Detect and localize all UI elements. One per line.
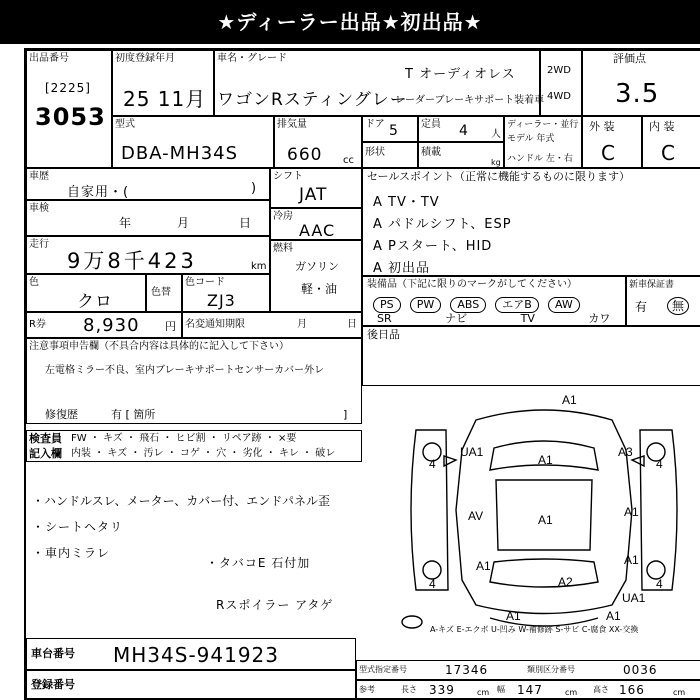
mark-0: A1 [562,393,577,407]
auction-sheet [24,48,700,700]
drive-cell [540,50,582,116]
dealer-label: ディーラー・並行 [507,120,579,130]
mark-14: A2 [558,575,573,589]
length-label: 長さ [401,685,417,694]
load-label: 積載 [421,147,441,158]
category-label: 類別区分番号 [527,665,575,674]
mark-7: A1 [538,513,553,527]
equip-airbag: エアB [495,297,539,313]
warranty-yes: 有 [635,300,648,314]
first-reg-value: 25 11月 [123,87,207,111]
damage-legend: A-キズ E-エクボ U-凹み W-補修跡 S-サビ C-腐食 XX-交換 [430,625,639,634]
exterior-cell [582,116,642,168]
mark-10: 4 [429,577,436,591]
color-cell [26,274,146,312]
model-cell [112,116,274,168]
mark-11: 4 [656,577,663,591]
grade-extra-1: T オーディオレス [405,67,516,82]
mark-16: A1 [606,609,621,623]
remark-1: ・ハンドルスレ、メーター、カバー付、エンドパネル歪 [32,494,330,508]
cc-unit: cc [343,155,354,166]
inspector-label-1: 検査員 [29,432,62,445]
lot-label: 出品番号 [29,53,69,64]
equip-navi: ナビ [445,312,468,325]
equip-ps: PS [373,297,401,313]
drive-2wd: 2WD [547,65,571,76]
ac-cell [270,208,362,240]
equipment-row-2 [377,310,610,326]
equipment-cell [362,276,626,326]
mark-5: 4 [656,457,663,471]
sales-point-2: A パドルシフト、ESP [373,217,512,232]
width-value: 147 [517,683,543,697]
type-designation-label: 型式指定番号 [359,665,407,674]
recycle-cell [26,312,182,338]
yen-unit: 円 [165,320,176,333]
inspector-row-1: FW ・ キズ ・ 飛石 ・ ヒビ割 ・ リペア跡 ・ ×要 [71,433,297,444]
door-label: ドア [365,119,385,130]
car-diagram [386,390,700,630]
width-unit: cm [565,688,578,697]
shift-label: シフト [273,171,303,182]
lot-sub: [2225] [45,81,91,95]
inspector-label-2: 記入欄 [29,447,62,460]
mark-2: A1 [538,453,553,467]
mark-15: A1 [506,609,521,623]
fuel-label: 燃料 [273,243,293,254]
chassis-label: 車台番号 [31,647,75,660]
km-unit: km [251,261,267,272]
car-history-value: 自家用・( [67,185,130,200]
capacity-cell [418,116,504,142]
repair-value: 有 [ 箇所 [111,408,156,421]
rear-day-cell [362,326,700,386]
score-label: 評価点 [613,52,646,65]
height-label: 高さ [593,685,609,694]
equip-aw: AW [548,297,580,313]
drive-4wd: 4WD [547,91,571,102]
ref-label: 参考 [359,685,375,694]
fuel-cell [270,240,362,312]
rear-day-label: 後日品 [367,328,400,341]
equipment-title: 装備品（下記に限りのマークがしてください） [367,279,577,290]
repair-label: 修復歴 [45,408,78,421]
sales-point-1: A TV・TV [373,195,440,210]
color-change-label: 色替 [151,287,171,298]
score-value: 3.5 [615,79,660,109]
type-designation-value: 17346 [445,663,489,677]
inspection-label: 車検 [29,203,49,214]
inspector-cell [26,430,362,462]
lot-number-cell [26,50,112,168]
name-grade-cell [214,50,545,116]
name-grade-label: 車名・グレード [217,53,287,64]
displacement-value: 660 [287,145,323,165]
mark-13: UA1 [622,591,646,605]
remarks-area [26,462,362,634]
sales-point-3: A Pスタート、HID [373,239,493,254]
form-label: 形状 [365,147,385,158]
model-year-label: モデル 年式 [507,134,555,144]
color-label: 色 [29,277,39,288]
sales-point-4: A 初出品 [373,261,431,276]
displacement-label: 排気量 [277,119,307,130]
interior-value: C [661,141,676,165]
name-grade-value: ワゴンRスティングレー [217,90,408,110]
mark-8: A1 [624,505,639,519]
exterior-value: C [601,141,616,165]
ac-label: 冷房 [273,211,293,222]
dealer-cell [504,116,582,168]
exterior-label: 外 装 [589,120,615,133]
inspection-day: 日 [239,216,252,230]
equip-abs: ABS [450,297,486,313]
equip-sr: SR [377,312,392,325]
car-history-label: 車歴 [29,171,49,182]
warranty-no: 無 [667,297,689,315]
first-reg-label: 初度登録年月 [115,53,175,64]
equip-pw: PW [410,297,442,313]
color-code-cell [182,274,270,312]
notes-title: 注意事項申告欄（不具合内容は具体的に記入して下さい） [29,341,289,352]
score-cell [582,50,700,116]
kg-unit: kg [491,158,501,167]
color-value: クロ [77,292,113,312]
door-cell [362,116,418,142]
remark-4: ・タバコE 石付加 [206,556,311,570]
chassis-cell [26,638,356,670]
mark-9: A1 [624,553,639,567]
sales-points-cell [362,168,700,276]
inspector-row-2: 内装 ・ キズ ・ 汚レ ・ コゲ ・ 穴 ・ 劣化 ・ キレ ・ 破レ [71,448,336,459]
lot-number: 3053 [35,103,106,131]
ac-value: AAC [299,221,336,240]
capacity-label: 定員 [421,119,441,130]
mileage-label: 走行 [29,239,49,250]
mark-4: 4 [429,457,436,471]
notes-cell [26,338,362,424]
color-code-label: 色コード [185,277,225,288]
banner-title: ★ディーラー出品★初出品★ [0,0,700,44]
name-change-cell [182,312,362,338]
interior-cell [642,116,700,168]
dimensions-cell [356,680,700,700]
shift-value: JAT [299,185,328,205]
mark-6: AV [468,509,484,523]
recycle-value: 8,930 [83,315,140,336]
shift-cell [270,168,362,208]
inspection-cell [26,200,270,236]
mark-12: A1 [476,559,491,573]
mark-3: A3 [618,445,633,459]
sales-points-title: セールスポイント（正常に機能するものに限ります） [367,170,631,183]
person-unit: 人 [491,129,501,140]
handle-label: ハンドル 左・右 [507,154,573,164]
fuel-gas: ガソリン [295,260,339,273]
name-change-month: 月 [297,319,307,330]
name-change-day: 日 [347,319,357,330]
mileage-cell [26,236,270,274]
displacement-cell [274,116,362,168]
form-cell [362,142,418,168]
registration-label: 登録番号 [31,678,75,691]
color-change-cell [146,274,182,312]
equip-leather: カワ [588,312,611,325]
length-value: 339 [429,683,455,697]
height-value: 166 [619,683,645,697]
registration-cell [26,670,356,700]
inspection-month: 月 [177,216,190,230]
remark-3: ・車内ミラレ [32,546,111,560]
notes-line-1: 左電格ミラー不良、室内ブレーキサポートセンサーカバー外レ [45,365,325,376]
warranty-cell [626,276,700,326]
first-registration-cell [112,50,214,116]
capacity-value: 4 [459,123,469,139]
mark-1: UA1 [460,445,484,459]
chassis-value: MH34S-941923 [113,643,280,667]
model-label: 型式 [115,119,135,130]
model-value: DBA-MH34S [121,143,239,164]
car-history-cell [26,168,270,200]
fuel-light: 軽・油 [301,282,338,296]
recycle-label: R券 [29,319,46,330]
remark-5: Rスポイラー アタゲ [216,598,334,612]
mileage-value: 9万8千423 [67,249,197,273]
warranty-label: 新車保証書 [629,280,675,290]
length-unit: cm [477,688,490,697]
width-label: 幅 [497,685,505,694]
repair-close: ] [343,408,348,421]
inspection-year: 年 [119,216,132,230]
category-value: 0036 [623,663,658,677]
grade-extra-2: レーダーブレーキサポート装着車 [395,95,545,106]
car-history-close: ) [251,181,258,196]
door-value: 5 [389,123,399,139]
type-designation-cell [356,660,700,680]
color-code-value: ZJ3 [207,291,236,310]
interior-label: 内 装 [649,120,675,133]
name-change-label: 名変通知期限 [185,319,245,330]
load-cell [418,142,504,168]
equip-tv: TV [520,312,535,325]
damage-marks [429,393,663,623]
remark-2: ・シートヘタリ [32,520,124,534]
height-unit: cm [673,688,686,697]
